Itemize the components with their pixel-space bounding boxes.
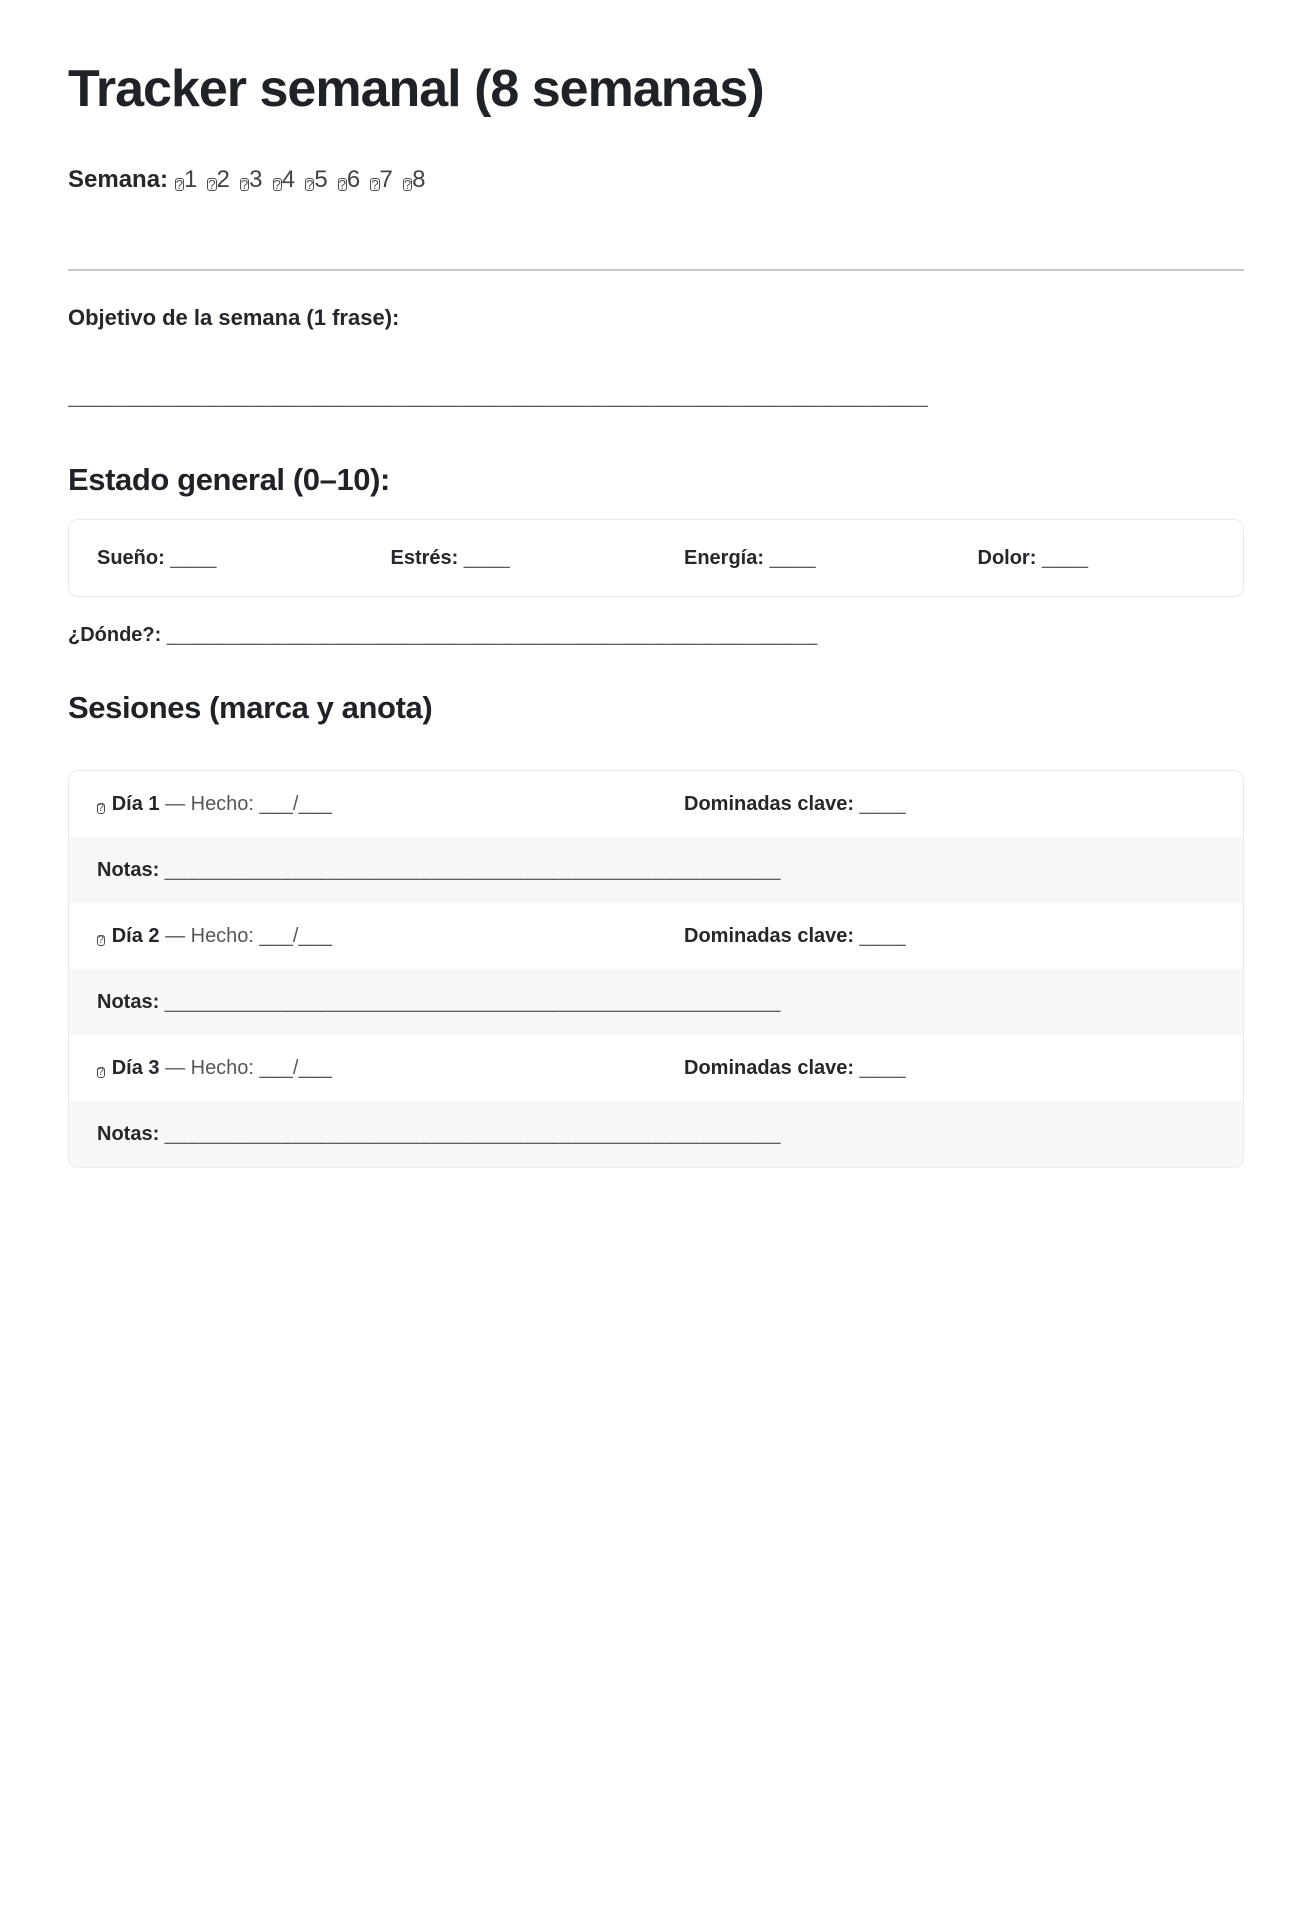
day-cell xyxy=(69,1035,656,1101)
week-option-label: 6 xyxy=(346,166,361,194)
notes-cell xyxy=(69,1101,1243,1167)
week-option-label: 2 xyxy=(216,166,230,194)
week-option-3 xyxy=(240,166,263,193)
missing-glyph-checkbox-icon: ? xyxy=(338,176,346,192)
day-label: Día 3 xyxy=(111,1056,160,1079)
state-field-blank: ____ xyxy=(463,547,511,570)
week-label: Semana: xyxy=(68,166,169,194)
general-state-table xyxy=(68,519,1244,597)
week-option-6 xyxy=(338,166,361,193)
state-field-label: Energía: xyxy=(684,547,765,570)
missing-glyph-checkbox-icon: ? xyxy=(97,802,104,815)
week-option-label: 7 xyxy=(379,166,393,194)
state-field-label: Sueño: xyxy=(97,547,165,570)
week-options xyxy=(175,166,436,193)
sessions-table xyxy=(68,770,1244,1168)
session-notes-row-1 xyxy=(69,837,1243,903)
week-option-4 xyxy=(273,166,296,193)
state-field-pain xyxy=(950,520,1244,596)
state-field-blank: ____ xyxy=(769,547,817,570)
where-line xyxy=(68,622,1244,649)
missing-glyph-checkbox-icon: ? xyxy=(97,934,104,947)
key-pullups-blank: ____ xyxy=(859,1056,907,1079)
notes-cell xyxy=(69,837,1243,903)
general-state-heading: Estado general (0–10): xyxy=(68,462,390,498)
key-pullups-label: Dominadas clave: xyxy=(684,1056,855,1079)
key-pullups-cell xyxy=(656,771,1243,837)
done-blank-text: — Hecho: ___/___ xyxy=(165,1056,332,1079)
missing-glyph-checkbox-icon: ? xyxy=(306,176,314,192)
day-cell xyxy=(69,903,656,969)
week-option-label: 3 xyxy=(249,166,263,194)
key-pullups-cell xyxy=(656,903,1243,969)
sessions-heading: Sesiones (marca y anota) xyxy=(68,690,433,726)
missing-glyph-checkbox-icon: ? xyxy=(208,176,216,192)
state-field-blank: ____ xyxy=(170,547,217,570)
week-option-5 xyxy=(305,166,328,193)
page-title: Tracker semanal (8 semanas) xyxy=(68,60,764,118)
missing-glyph-checkbox-icon: ? xyxy=(240,176,249,192)
missing-glyph-checkbox-icon: ? xyxy=(97,1066,104,1079)
missing-glyph-checkbox-icon: ? xyxy=(273,176,281,192)
missing-glyph-checkbox-icon: ? xyxy=(175,176,184,192)
week-selector-line xyxy=(68,164,1244,196)
done-blank-text: — Hecho: ___/___ xyxy=(165,924,332,947)
document-page xyxy=(0,58,1312,1248)
where-label: ¿Dónde?: xyxy=(68,624,162,647)
state-field-energy xyxy=(656,520,950,596)
session-notes-row-3 xyxy=(69,1101,1243,1167)
day-cell xyxy=(69,771,656,837)
state-field-label: Dolor: xyxy=(977,547,1037,570)
key-pullups-label: Dominadas clave: xyxy=(684,924,855,947)
notes-label: Notas: xyxy=(97,858,160,881)
notes-blank: _____________________________________________________ xyxy=(164,1122,781,1145)
notes-label: Notas: xyxy=(97,1122,160,1145)
key-pullups-blank: ____ xyxy=(859,924,907,947)
missing-glyph-checkbox-icon: ? xyxy=(403,176,412,192)
state-field-blank: ____ xyxy=(1041,547,1089,570)
state-field-stress xyxy=(363,520,657,596)
notes-cell xyxy=(69,969,1243,1035)
state-field-label: Estrés: xyxy=(390,547,459,570)
week-option-label: 1 xyxy=(183,166,198,194)
where-blank: ________________________________________________________ xyxy=(166,624,818,647)
notes-blank: _____________________________________________________ xyxy=(164,990,781,1013)
objective-label: Objetivo de la semana (1 frase): xyxy=(68,304,400,330)
key-pullups-label: Dominadas clave: xyxy=(684,792,855,815)
session-notes-row-2 xyxy=(69,969,1243,1035)
week-option-1 xyxy=(175,166,198,193)
key-pullups-cell xyxy=(656,1035,1243,1101)
notes-blank: _____________________________________________________ xyxy=(164,858,781,881)
week-option-2 xyxy=(207,166,230,193)
horizontal-divider xyxy=(68,269,1244,271)
state-field-sleep xyxy=(69,520,363,596)
objective-blank-line: __________________________________________________________________________ xyxy=(68,386,929,409)
missing-glyph-checkbox-icon: ? xyxy=(371,176,379,192)
session-day-row-1 xyxy=(69,771,1243,837)
week-option-8 xyxy=(403,166,426,193)
day-label: Día 1 xyxy=(111,792,160,815)
done-blank-text: — Hecho: ___/___ xyxy=(165,792,332,815)
session-day-row-2 xyxy=(69,903,1243,969)
notes-label: Notas: xyxy=(97,990,160,1013)
week-option-label: 5 xyxy=(314,166,328,194)
week-option-label: 4 xyxy=(281,166,296,194)
day-label: Día 2 xyxy=(111,924,160,947)
session-day-row-3 xyxy=(69,1035,1243,1101)
week-option-label: 8 xyxy=(412,166,426,194)
week-option-7 xyxy=(370,166,393,193)
key-pullups-blank: ____ xyxy=(859,792,907,815)
